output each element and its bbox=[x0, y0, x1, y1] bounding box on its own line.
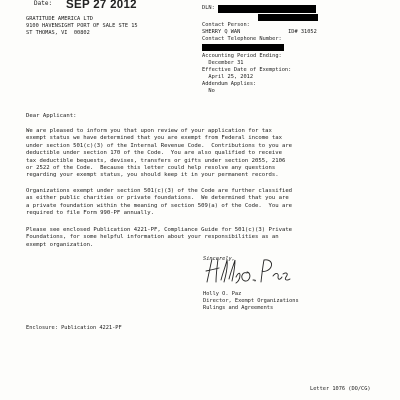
salutation: Dear Applicant: bbox=[26, 113, 77, 119]
org-address-line2: ST THOMAS, VI 00802 bbox=[26, 30, 90, 36]
org-name: GRATITUDE AMERICA LTD bbox=[26, 16, 93, 22]
contact-redaction bbox=[258, 14, 318, 21]
dln-redaction bbox=[218, 5, 316, 13]
addendum-value: No bbox=[202, 88, 215, 94]
addendum-label: Addendum Applies: bbox=[202, 81, 257, 87]
accounting-period-label: Accounting Period Ending: bbox=[202, 53, 282, 59]
paragraph-3: Please see enclosed Publication 4221-PF, Compliance Guide for 501(c)(3) Private Foundations, for some helpful information about your responsibilities as an exempt organization. bbox=[26, 227, 293, 248]
enclosure-note: Enclosure: Publication 4221-PF bbox=[26, 325, 122, 331]
letter-footer: Letter 1076 (DO/CG) bbox=[310, 386, 371, 392]
telephone-redaction bbox=[202, 44, 284, 51]
effective-date-value: April 25, 2012 bbox=[202, 74, 254, 80]
contact-person-value: SHERRY Q WAN ID# 31052 bbox=[202, 29, 317, 35]
effective-date-label: Effective Date of Exemption: bbox=[202, 67, 292, 73]
handwritten-signature bbox=[203, 255, 293, 285]
signer-title-line1: Director, Exempt Organizations bbox=[203, 298, 299, 304]
paragraph-1: We are pleased to inform you that upon review of your application for tax exempt status we have determined that you are exempt from Federal income tax under section 501(c)(3) of the Internal Revenue Code. Contributions to you are deductible under section 170 of the Code. You are also qualified to receive tax deductible bequests, devises, transfers or gifts under section 2055, 2106 or 2522 of the Code. Because this letter could help resolve any questions regarding your exempt status, you should keep it in your permanent records. bbox=[26, 128, 293, 179]
accounting-period-value: December 31 bbox=[202, 60, 244, 66]
contact-person-label: Contact Person: bbox=[202, 22, 250, 28]
signer-title-line2: Rulings and Agreements bbox=[203, 305, 274, 311]
date-stamp: SEP 27 2012 bbox=[66, 0, 137, 11]
contact-telephone-label: Contact Telephone Number: bbox=[202, 36, 282, 42]
dln-label: DLN: bbox=[202, 5, 215, 11]
date-label: Date: bbox=[34, 0, 53, 7]
paragraph-2: Organizations exempt under section 501(c)(3) of the Code are further classified as either public charities or private foundations. We determined that you are a private foundation within the meaning of section 509(a) of the Code. You are required to file Form 990-PF annually. bbox=[26, 188, 293, 217]
signer-name: Holly O. Paz bbox=[203, 291, 242, 297]
sincerely: Sincerely, bbox=[203, 256, 235, 262]
org-address-line1: 9100 HAVENSIGHT PORT OF SALE STE 15 bbox=[26, 23, 138, 29]
